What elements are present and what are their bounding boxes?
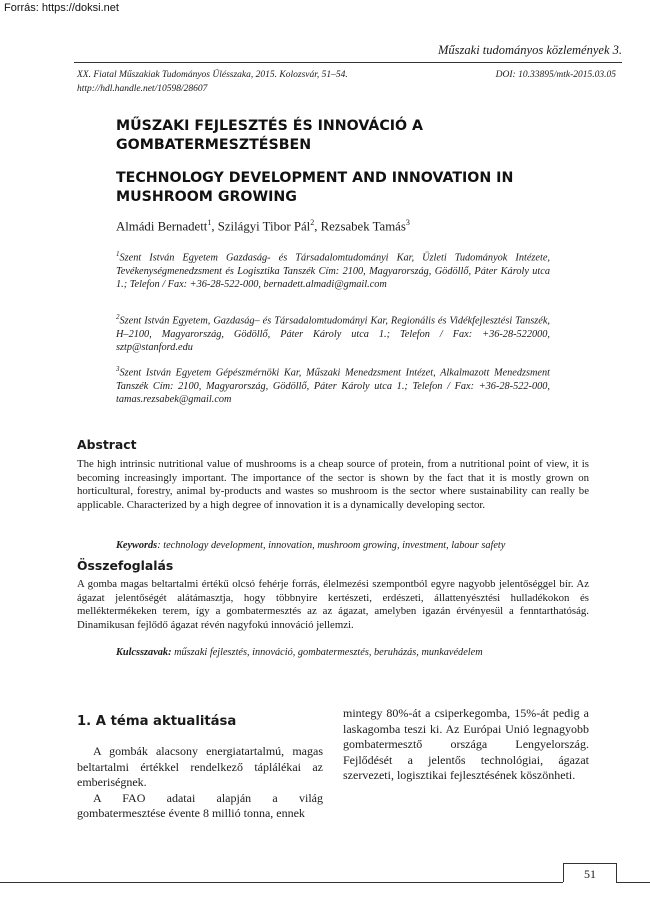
journal-title: Műszaki tudományos közlemények 3.	[438, 43, 622, 57]
author-sup: 3	[405, 218, 410, 227]
keywords: Keywords: technology development, innovation, mushroom growing, investment, labour safety	[116, 540, 506, 551]
conference-info: XX. Fiatal Műszakiak Tudományos Ülésszaka, 2015. Kolozsvár, 51–54.	[77, 70, 348, 80]
footer-rule	[0, 882, 563, 883]
affiliation-3: $^3$Szent István Egyetem Gépészmérnöki Kar, Műszaki Menedzsment Intézet, Alkalmazott Menedzsment Tanszék Cím: 2100, Magyarország, Gödöllő, Páter Károly utca 1.; Telefon / Fax: +36-28-522-000, tamas.rezsabek@gmail.com	[116, 365, 550, 406]
author-name: Almádi Bernadett	[116, 219, 208, 234]
osszefoglalas-heading: Összefoglalás	[77, 558, 174, 573]
doi: DOI: 10.33895/mtk-2015.03.05	[495, 70, 616, 80]
abstract-heading: Abstract	[77, 437, 137, 452]
paragraph: mintegy 80%-át a csiperkegomba, 15%-át pedig a laskagomba teszi ki. Az Európai Unió legnagyobb gombatermesztő országa Lengyelország. Fejlődését a jelentős technológiai, ágazat szervezeti, logisztikai fejlesztésének köszönheti.	[343, 706, 589, 783]
author-sup: 1	[207, 218, 212, 227]
title-hungarian	[116, 117, 536, 155]
handle-url: http://hdl.handle.net/10598/28607	[77, 84, 208, 94]
footer-rule-right	[616, 882, 650, 883]
header-rule	[74, 62, 622, 63]
osszefoglalas-text: A gomba magas beltartalmi értékű olcsó fehérje forrás, élelmezési szempontból egyre nagyobb jelentőséggel bír. Az ágazat jelentőségét alátámasztja, hogy többnyire kertészeti, erdészeti, állattenyésztési hulladékokon és melléktermékeken terem, így a gombatermesztés az az ágazat, amelyben igazán érvényesül a fenntarthatóság. Dinamikusan fejlődő ágazat révén nagyfokú innováció jellemzi.	[77, 578, 589, 631]
paragraph: A gombák alacsony energiatartalmú, magas beltartalmi értékkel rendelkező táplálékai az emberiségnek.	[77, 744, 323, 790]
author-name: Rezsabek Tamás	[320, 219, 406, 234]
affiliation-1: $^1$Szent István Egyetem Gazdaság- és Társadalomtudományi Kar, Üzleti Tudományok Intézete, Tevékenységmenedzsment és Logisztika Tanszék Cím: 2100, Magyarország, Gödöllő, Páter Károly utca 1.; Telefon / Fax: +36-28-522-000, bernadett.almadi@gmail.com	[116, 250, 550, 291]
source-label: Forrás: https://doksi.net	[4, 2, 119, 14]
title-en-line1: TECHNOLOGY DEVELOPMENT AND INNOVATION IN	[116, 170, 514, 186]
author-list: Almádi Bernadett$^1$, Szilágyi Tibor Pál$^2$, Rezsabek Tamás$^3$	[116, 218, 410, 234]
affiliation-2: $^2$Szent István Egyetem, Gazdaság– és Társadalomtudományi Kar, Regionális és Vidékfejlesztési Tanszék, H–2100, Magyarország, Gödöllő, Páter Károly utca 1.; Telefon / Fax: +36-28-522000, sztp@stanford.edu	[116, 313, 550, 354]
author-name: Szilágyi Tibor Pál	[217, 219, 311, 234]
title-english	[116, 169, 536, 207]
section-heading: 1. A téma aktualitása	[77, 714, 237, 729]
abstract-text: The high intrinsic nutritional value of mushrooms is a cheap source of protein, from a nutritional point of view, it is becoming increasingly important. The importance of the sector is shown by the fact that it is mostly grown on horticultural, forestry, animal by-products and wastes so mushroom is the sector where sustainability can really be applicable. Characterized by a high degree of innovation it is a dynamically developing sector.	[77, 458, 589, 511]
title-en-line2: MUSHROOM GROWING	[116, 189, 297, 205]
keywords-label: Keywords	[116, 540, 158, 551]
kulcsszavak-label: Kulcsszavak:	[116, 647, 172, 658]
kulcsszavak: Kulcsszavak: műszaki fejlesztés, innováció, gombatermesztés, beruházás, munkavédelem	[116, 647, 483, 658]
page-number: 51	[563, 863, 617, 882]
body-column-left	[77, 744, 323, 822]
author-sup: 2	[310, 218, 315, 227]
paragraph: A FAO adatai alapján a világ gombatermesztése évente 8 millió tonna, ennek	[77, 790, 323, 821]
title-hu-line2: GOMBATERMESZTÉSBEN	[116, 137, 312, 153]
title-hu-line1: MŰSZAKI FEJLESZTÉS ÉS INNOVÁCIÓ A	[116, 118, 423, 134]
body-column-right	[343, 706, 589, 784]
